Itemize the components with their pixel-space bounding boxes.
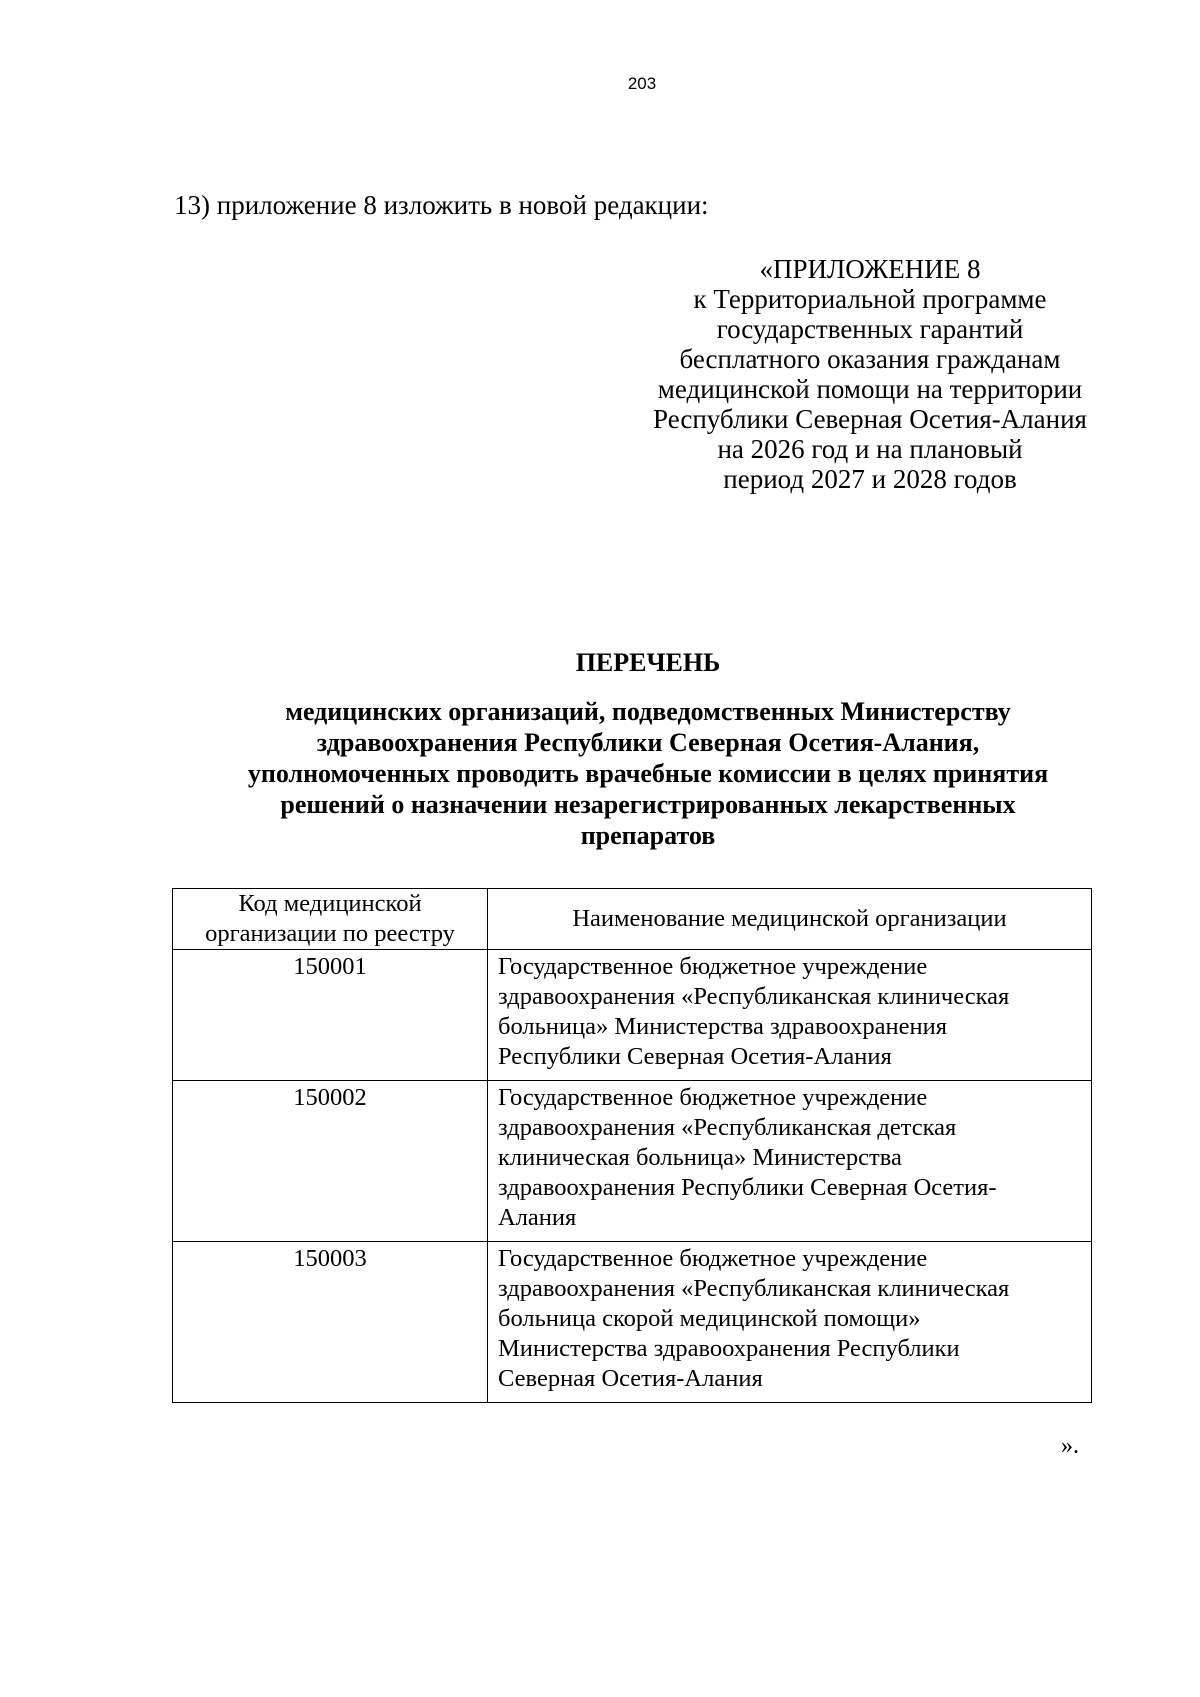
appendix-header — [640, 254, 1100, 494]
closing-quote: ». — [1061, 1433, 1079, 1459]
table-header-row — [173, 889, 1092, 950]
appendix-line: медицинской помощи на территории — [657, 374, 1083, 404]
organization-name: Государственное бюджетное учреждение здравоохранения «Республиканская детская клиническая больница» Министерства здравоохранения Республики Северная Осетия- Алания — [488, 1081, 1092, 1242]
intro-paragraph: 13) приложение 8 изложить в новой редакции: — [174, 190, 709, 220]
appendix-line: бесплатного оказания гражданам — [679, 344, 1061, 374]
document-heading: ПЕРЕЧЕНЬ — [575, 648, 721, 677]
appendix-line: период 2027 и 2028 годов — [723, 464, 1017, 494]
appendix-line: к Территориальной программе — [693, 284, 1047, 314]
appendix-line: на 2026 год и на плановый — [717, 434, 1023, 464]
appendix-line: Республики Северная Осетия-Алания — [653, 404, 1087, 434]
table-row — [173, 1242, 1092, 1403]
subheading-line: медицинских организаций, подведомственных Министерству — [285, 697, 1011, 726]
subheading-line: препаратов — [580, 821, 716, 850]
header-code: Код медицинской организации по реестру — [173, 889, 488, 950]
header-name: Наименование медицинской организации — [488, 889, 1092, 950]
subheading-line: здравоохранения Республики Северная Осетия-Алания, — [316, 728, 980, 757]
document-subheading — [140, 696, 1156, 851]
table-row — [173, 1081, 1092, 1242]
subheading-line: уполномоченных проводить врачебные комиссии в целях принятия — [247, 759, 1049, 788]
organization-code: 150003 — [173, 1242, 488, 1403]
organization-code: 150001 — [173, 950, 488, 1081]
table-row — [173, 950, 1092, 1081]
subheading-line: решений о назначении незарегистрированных лекарственных — [280, 790, 1016, 819]
appendix-line: государственных гарантий — [716, 314, 1024, 344]
organization-code: 150002 — [173, 1081, 488, 1242]
organizations-table — [172, 888, 1092, 1403]
page-number: 203 — [627, 74, 657, 93]
organization-name: Государственное бюджетное учреждение здравоохранения «Республиканская клиническая больница» Министерства здравоохранения Республики Северная Осетия-Алания — [488, 950, 1092, 1081]
appendix-line: «ПРИЛОЖЕНИЕ 8 — [759, 254, 981, 284]
organization-name: Государственное бюджетное учреждение здравоохранения «Республиканская клиническая больница скорой медицинской помощи» Министерства здравоохранения Республики Северная Осетия-Алания — [488, 1242, 1092, 1403]
